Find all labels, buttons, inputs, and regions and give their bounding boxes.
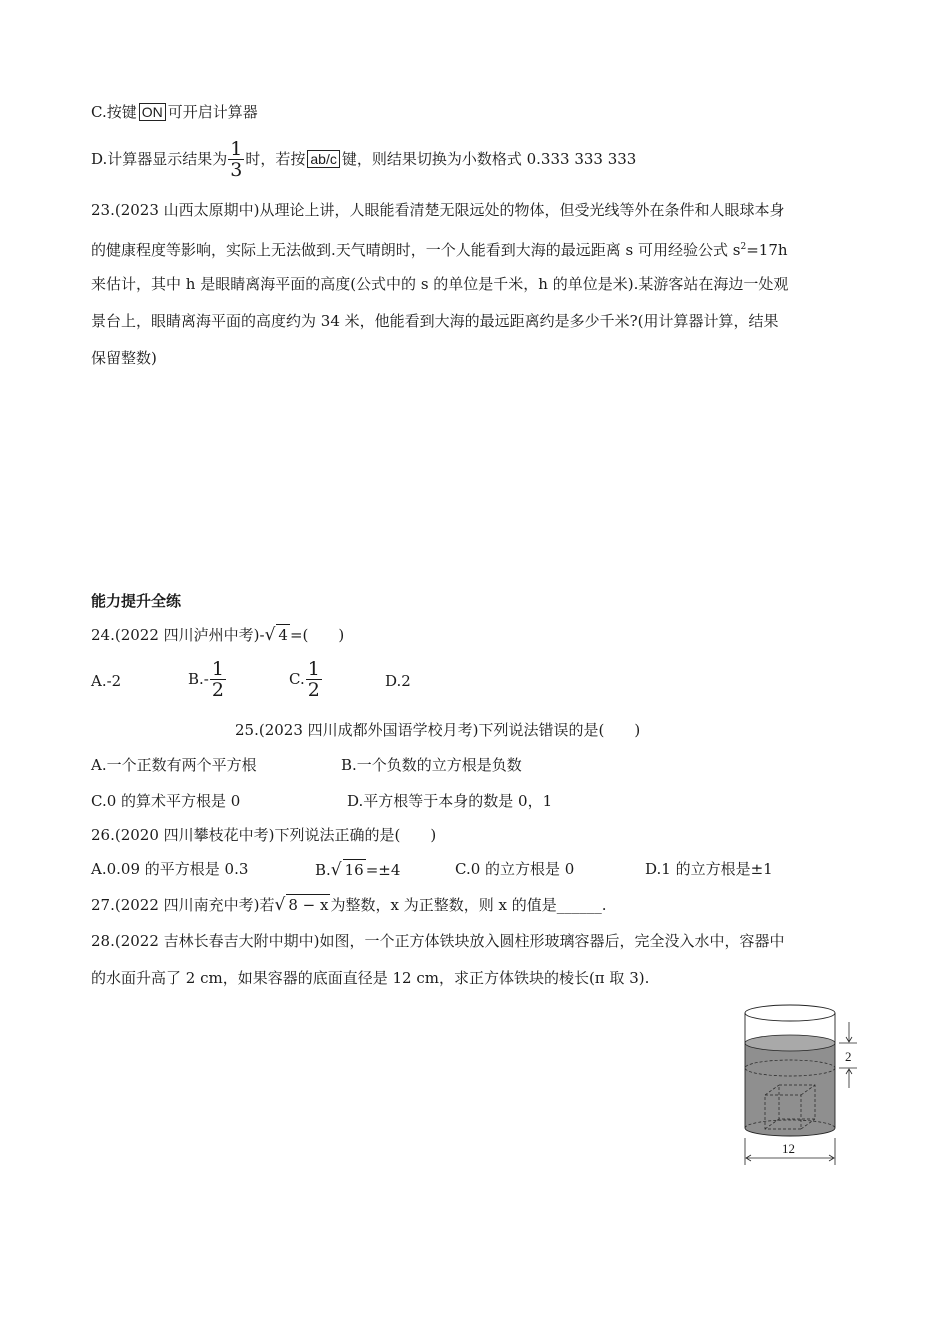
fraction-denominator: 2 [307,679,320,701]
q22-option-c [91,102,258,122]
on-key: ON [139,103,166,121]
q23-line-3: 来估计，其中 h 是眼睛离海平面的高度(公式中的 s 的单位是千米，h 的单位是米).某游客站在海边一处观 [91,275,789,293]
q26-stem: 26.(2020 四川攀枝花中考)下列说法正确的是( ) [91,826,437,844]
q28-line-1: 28.(2022 吉林长春吉大附中期中)如图，一个正方体铁块放入圆柱形玻璃容器后，完全没入水中，容器中 [91,932,785,950]
fraction-denominator: 2 [211,679,224,701]
radical-sign: √ [264,625,276,645]
q23-line-2a: 的健康程度等影响，实际上无法做到.天气晴朗时，一个人能看到大海的最远距离 s 可用经验公式 s [91,241,741,259]
q25-option-b: B.一个负数的立方根是负数 [341,756,522,774]
cylinder-top [745,1005,835,1021]
q24-b-prefix: B.- [188,670,209,688]
q24-c-prefix: C. [289,670,305,688]
fraction-numerator: 1 [211,658,224,680]
q24-radicand: 4 [278,626,288,644]
diameter-label: 12 [782,1141,795,1156]
water-surface [745,1035,835,1051]
q25-stem: 25.(2023 四川成都外国语学校月考)下列说法错误的是( ) [235,721,641,739]
radical-sign: √ [274,895,286,915]
section-title: 能力提升全练 [91,592,182,610]
fraction-one-third [228,140,244,180]
q24-stem-suffix: =( ) [289,626,345,644]
q22-d-suffix: 键，则结果切换为小数格式 0.333 333 333 [341,150,637,168]
q26-option-d: D.1 的立方根是±1 [645,860,773,878]
q22-option-d [91,140,636,180]
cylinder-figure [735,1000,865,1170]
q25-option-c: C.0 的算术平方根是 0 [91,792,241,810]
fraction-numerator: 1 [307,658,320,680]
q22-c-suffix: 可开启计算器 [167,103,258,121]
q26-option-b [315,859,400,880]
q25-option-d: D.平方根等于本身的数是 0，1 [347,792,553,810]
radical-sign: √ [330,860,342,880]
q27-radicand: 8 − x [288,896,329,914]
fraction-numerator: 1 [230,138,243,160]
q24-stem [91,624,344,645]
q24-option-d: D.2 [385,672,411,690]
q27-suffix: 为整数，x 为正整数，则 x 的值是______. [330,896,607,914]
q26-b-suffix: =±4 [365,861,401,879]
q26-radicand: 16 [344,861,364,879]
height-label: 2 [845,1049,852,1064]
q23-line-5: 保留整数) [91,349,157,367]
q23-line-1: 23.(2023 山西太原期中)从理论上讲，人眼能看清楚无限远处的物体，但受光线等外在条件和人眼球本身 [91,201,785,219]
q28-line-2: 的水面升高了 2 cm，如果容器的底面直径是 12 cm，求正方体铁块的棱长(π 取 3). [91,969,650,987]
q25-option-a: A.一个正数有两个平方根 [91,756,257,774]
q22-c-prefix: C.按键 [91,103,137,121]
q22-d-mid: 时，若按 [245,150,306,168]
q27-stem [91,894,606,915]
fraction-one-half [306,660,322,700]
q23-line-2b: =17h [746,241,788,259]
q23-line-4: 景台上，眼睛离海平面的高度约为 34 米，他能看到大海的最远距离约是多少千米?(用计算器计算，结果 [91,312,779,330]
fraction-denominator: 3 [230,159,243,181]
fraction-one-half [210,660,226,700]
q27-prefix: 27.(2022 四川南充中考)若 [91,896,275,914]
q24-option-b [188,660,227,700]
q26-option-a: A.0.09 的平方根是 0.3 [91,860,249,878]
q26-b-prefix: B. [315,861,331,879]
ab-c-key: ab/c [307,150,339,168]
q22-d-prefix: D.计算器显示结果为 [91,150,228,168]
q24-option-a: A.-2 [91,672,122,690]
q24-option-c [289,660,323,700]
q26-option-c: C.0 的立方根是 0 [455,860,575,878]
q23-superscript: 2 [740,242,747,252]
q23-line-2 [91,237,788,260]
q24-stem-prefix: 24.(2022 四川泸州中考)- [91,626,265,644]
